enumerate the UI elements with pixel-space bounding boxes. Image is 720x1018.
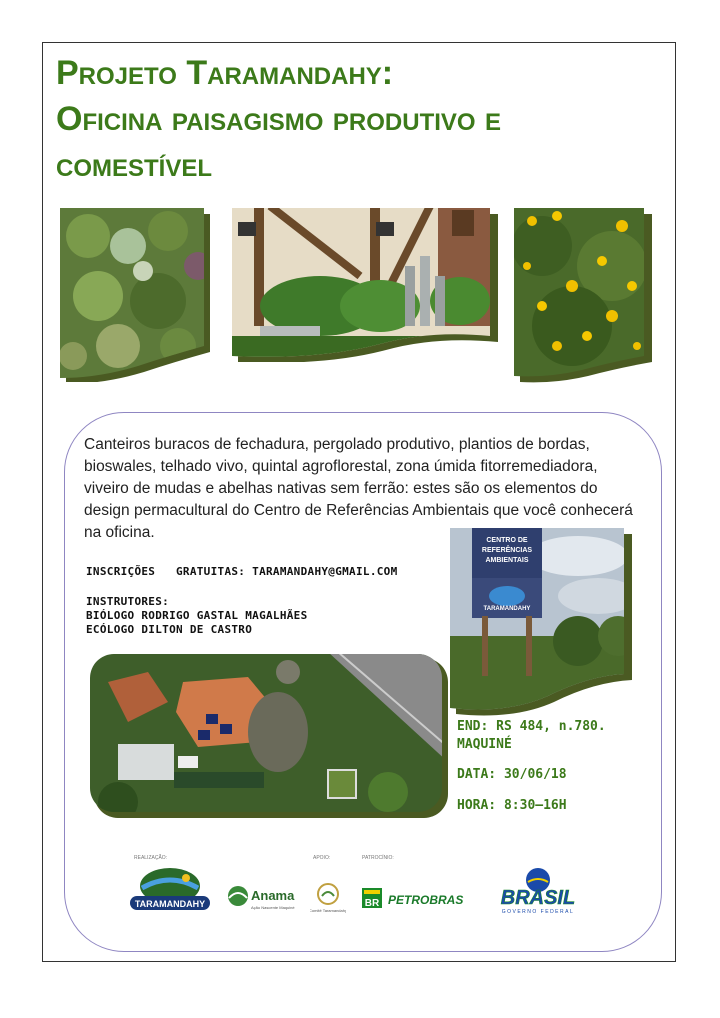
brasil-logo xyxy=(484,866,594,916)
photo-sign xyxy=(448,526,632,716)
sign-line-3: AMBIENTAIS xyxy=(485,557,529,564)
comite-logo-text: Comitê Taramandahy xyxy=(310,908,346,913)
sign-line-1: CENTRO DE xyxy=(486,537,528,544)
petrobras-logo xyxy=(360,886,472,912)
br-logo-text: BR xyxy=(364,898,380,909)
anama-logo xyxy=(226,884,302,914)
title-line-2: Oficina paisagismo produtivo e xyxy=(56,100,502,138)
address-line-1: END: RS 484, n.780. xyxy=(457,719,606,734)
instructors-heading: INSTRUTORES: xyxy=(86,595,170,608)
instructor-2: ECÓLOGO DILTON DE CASTRO xyxy=(86,623,253,636)
taramandahy-logo xyxy=(128,866,212,916)
taramandahy-logo-text: TARAMANDAHY xyxy=(134,899,206,909)
photo-green-roof xyxy=(58,206,210,382)
description-text: Canteiros buracos de fechadura, pergolado produtivo, plantios de bordas, bioswales, telhado vivo, quintal agroflorestal, zona úmida fitorremediadora, viveiro de mudas e abelhas nativas sem ferrão: estes são os elementos do design permacultural do Centro de Referências Ambientais que você conhecerá na oficina. xyxy=(84,436,633,541)
event-date: DATA: 30/06/18 xyxy=(457,767,567,782)
brasil-logo-text: BRASIL xyxy=(500,887,576,909)
title-line-1: Projeto Taramandahy: xyxy=(56,54,394,92)
address-line-2: MAQUINÉ xyxy=(457,737,512,752)
apoio-label: APOIO: xyxy=(313,855,331,861)
registration-info: INSCRIÇÕES GRATUITAS: TARAMANDAHY@GMAIL.COM xyxy=(86,565,398,578)
photo-aerial xyxy=(88,652,448,818)
anama-logo-text: Anama xyxy=(251,888,295,903)
sign-logo-text: TARAMANDAHY xyxy=(483,606,531,612)
title-line-3: comestível xyxy=(56,146,213,184)
petrobras-logo-text: PETROBRAS xyxy=(388,893,464,907)
anama-logo-subtext: Ação Nascente Maquiné xyxy=(251,905,295,910)
sign-line-2: REFERÊNCIAS xyxy=(481,547,533,554)
event-time: HORA: 8:30—16H xyxy=(457,798,567,813)
patrocinio-label: PATROCÍNIO: xyxy=(362,855,394,861)
photo-garden-bed xyxy=(230,206,498,362)
governo-logo-text: GOVERNO FEDERAL xyxy=(501,909,575,915)
photo-yellow-flowers xyxy=(512,206,652,384)
instructor-1: BIÓLOGO RODRIGO GASTAL MAGALHÃES xyxy=(86,609,308,622)
page-title xyxy=(56,50,656,188)
realizacao-label: REALIZAÇÃO: xyxy=(134,855,168,861)
comite-logo xyxy=(310,882,346,916)
